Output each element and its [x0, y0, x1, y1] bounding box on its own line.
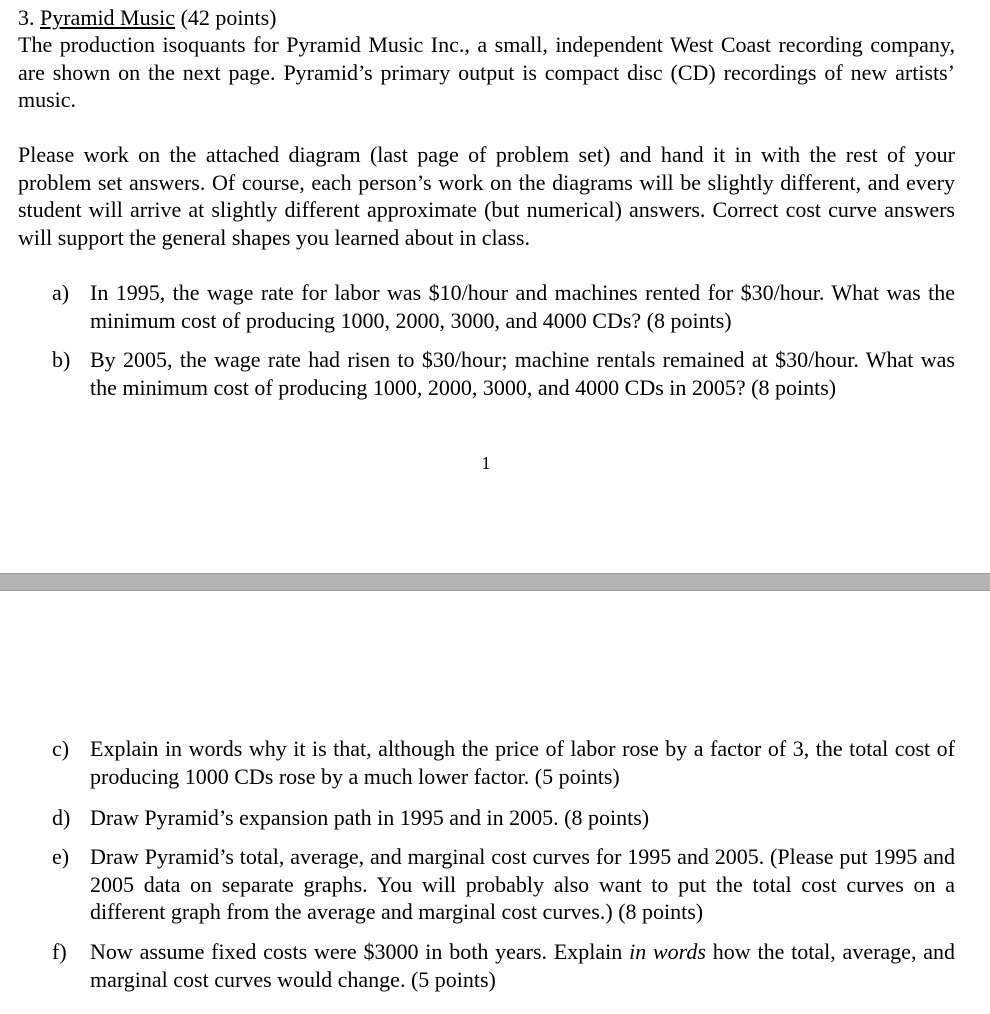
- question-text: [90, 938, 955, 993]
- page-break-divider: [0, 573, 990, 591]
- question-label: d): [52, 805, 71, 830]
- question-text: By 2005, the wage rate had risen to $30/hour; machine rentals remained at $30/hour. What was the minimum cost of producing 1000, 2000, 3000, and 4000 CDs in 2005? (8 points): [90, 347, 955, 400]
- question-text: Draw Pyramid’s total, average, and marginal cost curves for 1995 and 2005. (Please put 1995 and 2005 data on separate graphs. You will probably also want to put the total cost curves on a different graph from the average and marginal cost curves.) (8 points): [90, 844, 955, 924]
- question-label: a): [52, 280, 70, 305]
- question-text-part: Now assume fixed costs were $3000 in both years. Explain: [90, 939, 630, 964]
- question-label: f): [52, 939, 67, 964]
- question-text: Draw Pyramid’s expansion path in 1995 and in 2005. (8 points): [90, 805, 650, 830]
- question-label: e): [52, 844, 70, 869]
- question-text-part: how the total, average, and marginal cost curves would change. (5 points): [90, 939, 956, 992]
- problem-title: Pyramid Music: [40, 5, 176, 30]
- question-label: c): [52, 736, 70, 761]
- question-label: b): [52, 347, 71, 372]
- problem-number: 3.: [18, 5, 35, 30]
- intro-paragraph: The production isoquants for Pyramid Music Inc., a small, independent West Coast recording company, are shown on the next page. Pyramid’s primary output is compact disc (CD) recordings of new artists’ music.: [18, 32, 955, 112]
- instructions-paragraph: Please work on the attached diagram (last page of problem set) and hand it in with the rest of your problem set answers. Of course, each person’s work on the diagrams will be slightly different, and every student will arrive at slightly different approximate (but numerical) answers. Correct cost curve answers will support the general shapes you learned about in class.: [18, 142, 955, 250]
- question-text: Explain in words why it is that, although the price of labor rose by a factor of 3, the total cost of producing 1000 CDs rose by a much lower factor. (5 points): [90, 736, 955, 789]
- page-number: 1: [481, 453, 491, 473]
- problem-heading: [18, 4, 958, 32]
- problem-points: (42 points): [180, 5, 277, 30]
- document-page-2: [0, 591, 990, 1014]
- question-text: In 1995, the wage rate for labor was $10/hour and machines rented for $30/hour. What was the minimum cost of producing 1000, 2000, 3000, and 4000 CDs? (8 points): [90, 280, 955, 333]
- question-text-emphasis: in words: [629, 939, 706, 964]
